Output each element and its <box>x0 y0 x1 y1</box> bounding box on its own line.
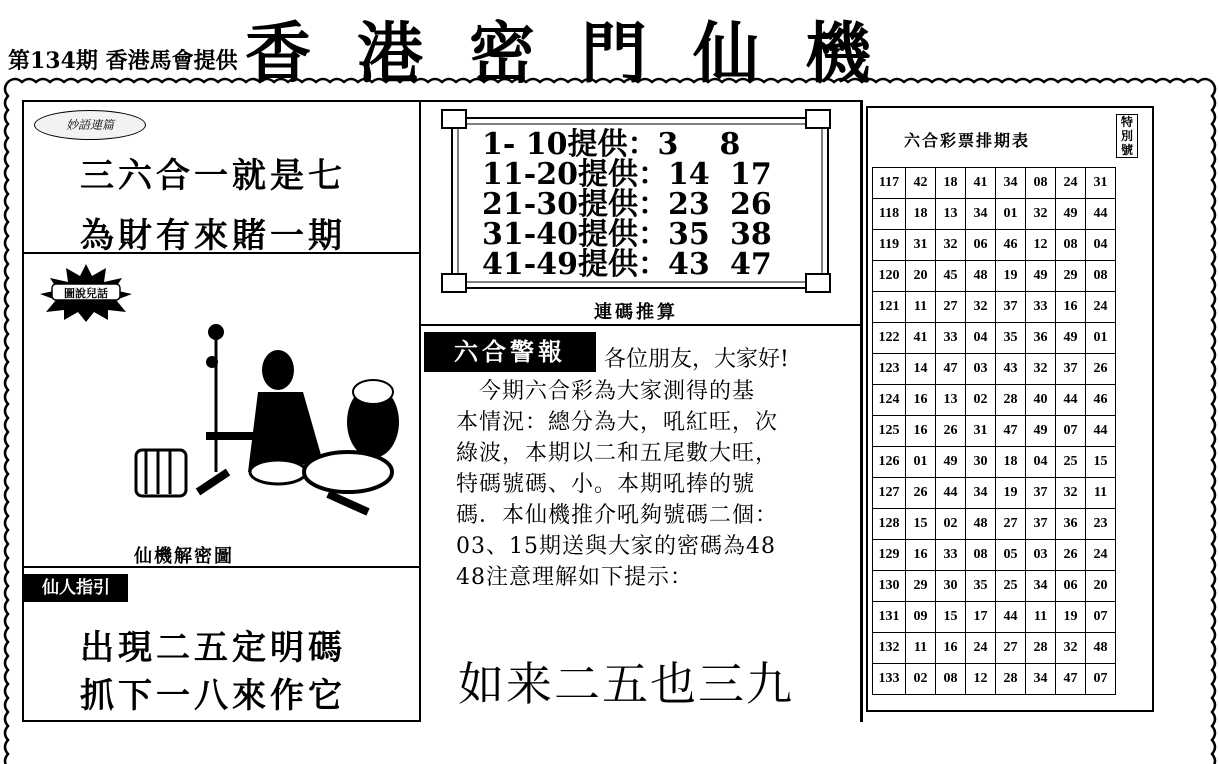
number-cell: 37 <box>1026 509 1056 540</box>
number-cell: 46 <box>1086 385 1116 416</box>
period-cell: 127 <box>873 478 906 509</box>
number-cell: 19 <box>996 478 1026 509</box>
number-cell: 27 <box>936 292 966 323</box>
number-cell: 20 <box>906 261 936 292</box>
number-cell: 19 <box>1056 602 1086 633</box>
number-cell: 04 <box>1086 230 1116 261</box>
number-cell: 45 <box>936 261 966 292</box>
number-cell: 37 <box>996 292 1026 323</box>
number-cell: 11 <box>1026 602 1056 633</box>
table-row <box>873 292 1116 323</box>
article-line: 本情況：總分為大，吼紅旺，次 <box>456 410 779 435</box>
number-cell: 24 <box>1056 168 1086 199</box>
number-cell: 49 <box>1026 416 1056 447</box>
table-row <box>873 633 1116 664</box>
number-cell: 32 <box>1056 633 1086 664</box>
number-cell: 05 <box>996 540 1026 571</box>
number-cell: 12 <box>1026 230 1056 261</box>
period-cell: 133 <box>873 664 906 695</box>
number-cell: 11 <box>906 292 936 323</box>
number-cell: 26 <box>936 416 966 447</box>
table-row <box>873 323 1116 354</box>
range-number: 47 <box>729 247 772 282</box>
number-cell: 23 <box>1086 509 1116 540</box>
number-cell: 29 <box>906 571 936 602</box>
period-cell: 124 <box>873 385 906 416</box>
period-cell: 122 <box>873 323 906 354</box>
number-cell: 07 <box>1086 602 1116 633</box>
range-label: 1- 10提供 <box>482 127 628 162</box>
number-cell: 14 <box>906 354 936 385</box>
article-line: 特碼號碼、小。本期吼捧的號 <box>456 472 756 497</box>
number-cell: 30 <box>966 447 996 478</box>
table-row <box>873 571 1116 602</box>
range-number: 3 <box>657 127 679 162</box>
number-cell: 32 <box>1026 199 1056 230</box>
range-row <box>482 127 772 162</box>
number-cell: 17 <box>966 602 996 633</box>
number-cell: 24 <box>1086 540 1116 571</box>
number-cell: 32 <box>936 230 966 261</box>
number-cell: 12 <box>966 664 996 695</box>
guide-label: 仙人指引 <box>24 574 128 602</box>
schedule-title: 六合彩票排期表 <box>904 131 1031 150</box>
number-cell: 41 <box>966 168 996 199</box>
period-cell: 132 <box>873 633 906 664</box>
range-label: 31-40提供 <box>482 217 638 252</box>
period-cell: 126 <box>873 447 906 478</box>
number-cell: 34 <box>1026 571 1056 602</box>
table-row <box>873 199 1116 230</box>
period-cell: 120 <box>873 261 906 292</box>
period-cell: 125 <box>873 416 906 447</box>
number-cell: 18 <box>906 199 936 230</box>
range-row <box>482 157 772 192</box>
period-cell: 131 <box>873 602 906 633</box>
number-cell: 02 <box>936 509 966 540</box>
number-cell: 24 <box>1086 292 1116 323</box>
number-cell: 02 <box>906 664 936 695</box>
number-cell: 04 <box>1026 447 1056 478</box>
range-caption: 連碼推算 <box>594 302 678 323</box>
alert-label: 六合警報 <box>424 332 596 372</box>
table-row <box>873 447 1116 478</box>
number-cell: 48 <box>966 261 996 292</box>
range-number: 14 <box>667 157 710 192</box>
number-cell: 34 <box>996 168 1026 199</box>
number-cell: 36 <box>1056 509 1086 540</box>
number-cell: 01 <box>906 447 936 478</box>
article-line: 03、15期送與大家的密碼為48 <box>456 534 776 559</box>
number-cell: 01 <box>996 199 1026 230</box>
table-row <box>873 230 1116 261</box>
number-cell: 47 <box>936 354 966 385</box>
number-cell: 28 <box>996 385 1026 416</box>
number-cell: 16 <box>1056 292 1086 323</box>
number-cell: 29 <box>1056 261 1086 292</box>
period-cell: 117 <box>873 168 906 199</box>
number-cell: 49 <box>1056 199 1086 230</box>
number-cell: 41 <box>906 323 936 354</box>
number-cell: 32 <box>966 292 996 323</box>
number-cell: 09 <box>906 602 936 633</box>
number-cell: 19 <box>996 261 1026 292</box>
number-cell: 36 <box>1026 323 1056 354</box>
range-label: 21-30提供 <box>482 187 638 222</box>
number-cell: 28 <box>996 664 1026 695</box>
range-number: 35 <box>667 217 710 252</box>
guide-line-2: 抓下一八來作它 <box>80 676 346 716</box>
number-cell: 06 <box>1056 571 1086 602</box>
number-cell: 44 <box>936 478 966 509</box>
period-cell: 123 <box>873 354 906 385</box>
number-cell: 16 <box>936 633 966 664</box>
number-cell: 32 <box>1026 354 1056 385</box>
greeting: 各位朋友，大家好! <box>604 347 789 372</box>
table-row <box>873 261 1116 292</box>
number-cell: 07 <box>1056 416 1086 447</box>
page-title: 香港密門仙機 <box>245 15 917 92</box>
number-cell: 08 <box>936 664 966 695</box>
range-row <box>482 247 772 282</box>
burst-label: 圖說兒話 <box>64 287 108 300</box>
article-line: 綠波，本期以二和五尾數大旺， <box>456 441 779 466</box>
number-cell: 47 <box>1056 664 1086 695</box>
number-cell: 26 <box>1056 540 1086 571</box>
number-cell: 01 <box>1086 323 1116 354</box>
number-cell: 25 <box>996 571 1026 602</box>
number-cell: 43 <box>996 354 1026 385</box>
number-cell: 08 <box>1026 168 1056 199</box>
divider-right <box>860 100 863 722</box>
number-cell: 15 <box>936 602 966 633</box>
oval-label: 妙語連篇 <box>34 110 146 140</box>
range-label: 41-49提供 <box>482 247 638 282</box>
article-line: 48注意理解如下提示： <box>456 565 693 590</box>
range-row <box>482 187 772 222</box>
range-number: 38 <box>729 217 772 252</box>
number-cell: 49 <box>936 447 966 478</box>
number-cell: 16 <box>906 540 936 571</box>
number-cell: 34 <box>1026 664 1056 695</box>
number-cell: 27 <box>996 509 1026 540</box>
colon: ： <box>627 127 658 162</box>
range-number: 43 <box>667 247 710 282</box>
number-cell: 46 <box>996 230 1026 261</box>
article-line: 今期六合彩為大家測得的基 <box>456 379 756 404</box>
number-cell: 48 <box>1086 633 1116 664</box>
number-cell: 44 <box>1056 385 1086 416</box>
range-number: 17 <box>729 157 772 192</box>
poem-line-2: 為財有來賭一期 <box>80 216 346 256</box>
number-cell: 26 <box>906 478 936 509</box>
period-cell: 129 <box>873 540 906 571</box>
number-cell: 27 <box>996 633 1026 664</box>
number-cell: 40 <box>1026 385 1056 416</box>
number-cell: 34 <box>966 478 996 509</box>
number-cell: 03 <box>966 354 996 385</box>
number-cell: 33 <box>936 540 966 571</box>
colon: ： <box>637 247 668 282</box>
number-cell: 26 <box>1086 354 1116 385</box>
table-row <box>873 602 1116 633</box>
number-cell: 32 <box>1056 478 1086 509</box>
number-cell: 30 <box>936 571 966 602</box>
divider-top <box>420 100 862 102</box>
number-cell: 25 <box>1056 447 1086 478</box>
range-number: 26 <box>729 187 772 222</box>
table-row <box>873 509 1116 540</box>
range-label: 11-20提供 <box>482 157 638 192</box>
colon: ： <box>637 217 668 252</box>
number-cell: 06 <box>966 230 996 261</box>
number-cell: 34 <box>966 199 996 230</box>
number-cell: 33 <box>936 323 966 354</box>
number-cell: 13 <box>936 199 966 230</box>
number-cell: 44 <box>1086 199 1116 230</box>
table-row <box>873 664 1116 695</box>
period-cell: 128 <box>873 509 906 540</box>
range-table <box>482 127 772 282</box>
number-cell: 18 <box>996 447 1026 478</box>
range-number: 23 <box>667 187 710 222</box>
number-cell: 35 <box>966 571 996 602</box>
number-cell: 02 <box>966 385 996 416</box>
guide-line-1: 出現二五定明碼 <box>80 628 346 668</box>
range-number: 8 <box>719 127 741 162</box>
number-cell: 15 <box>1086 447 1116 478</box>
number-cell: 35 <box>996 323 1026 354</box>
period-cell: 119 <box>873 230 906 261</box>
number-cell: 04 <box>966 323 996 354</box>
illustration-image <box>128 322 418 522</box>
article-body <box>456 376 858 593</box>
number-cell: 16 <box>906 385 936 416</box>
period-cell: 118 <box>873 199 906 230</box>
article-line: 碼．本仙機推介吼夠號碼二個： <box>456 503 779 528</box>
number-cell: 37 <box>1056 354 1086 385</box>
poem-line-1: 三六合一就是七 <box>80 156 346 196</box>
range-row <box>482 217 772 252</box>
number-cell: 08 <box>966 540 996 571</box>
number-cell: 07 <box>1086 664 1116 695</box>
number-cell: 47 <box>996 416 1026 447</box>
number-cell: 20 <box>1086 571 1116 602</box>
number-cell: 33 <box>1026 292 1056 323</box>
colon: ： <box>637 157 668 192</box>
number-cell: 03 <box>1026 540 1056 571</box>
table-row <box>873 478 1116 509</box>
number-cell: 28 <box>1026 633 1056 664</box>
number-cell: 44 <box>1086 416 1116 447</box>
special-label: 特別號 <box>1116 114 1138 158</box>
table-row <box>873 416 1116 447</box>
number-cell: 16 <box>906 416 936 447</box>
divider-mid <box>420 324 862 326</box>
schedule-table <box>872 167 1116 695</box>
number-cell: 11 <box>1086 478 1116 509</box>
number-cell: 13 <box>936 385 966 416</box>
number-cell: 18 <box>936 168 966 199</box>
number-cell: 49 <box>1026 261 1056 292</box>
table-row <box>873 385 1116 416</box>
number-cell: 11 <box>906 633 936 664</box>
number-cell: 08 <box>1086 261 1116 292</box>
period-cell: 130 <box>873 571 906 602</box>
illustration-caption: 仙機解密圖 <box>134 546 234 567</box>
number-cell: 49 <box>1056 323 1086 354</box>
table-row <box>873 168 1116 199</box>
number-cell: 15 <box>906 509 936 540</box>
hint-text: 如来二五也三九 <box>458 657 794 711</box>
number-cell: 42 <box>906 168 936 199</box>
colon: ： <box>637 187 668 222</box>
number-cell: 31 <box>966 416 996 447</box>
table-row <box>873 354 1116 385</box>
number-cell: 08 <box>1056 230 1086 261</box>
number-cell: 37 <box>1026 478 1056 509</box>
table-row <box>873 540 1116 571</box>
number-cell: 24 <box>966 633 996 664</box>
period-cell: 121 <box>873 292 906 323</box>
number-cell: 48 <box>966 509 996 540</box>
number-cell: 31 <box>1086 168 1116 199</box>
issue-label: 第134期 香港馬會提供 <box>8 48 238 74</box>
number-cell: 31 <box>906 230 936 261</box>
number-cell: 44 <box>996 602 1026 633</box>
